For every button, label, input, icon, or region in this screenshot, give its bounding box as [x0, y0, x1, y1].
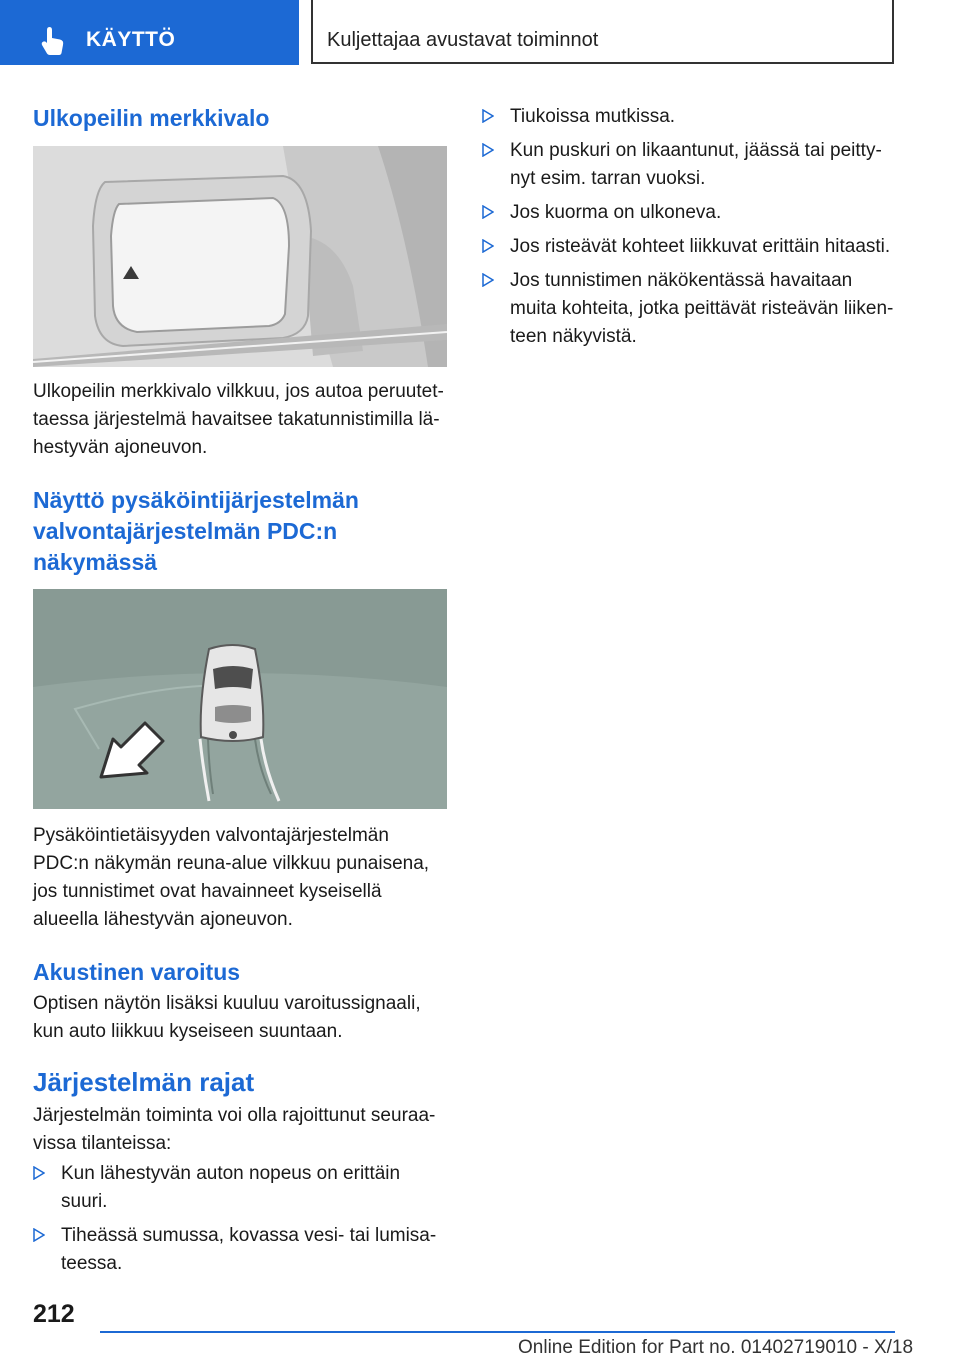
- display-paragraph: Pysäköintietäisyyden valvontajärjestelmän PDC:n näkymän reuna-alue vilkkuu punaisena, jos tunnistimet ovat havainneet kyseisellä alueella lähestyvän ajoneuvon.: [33, 825, 430, 930]
- list-item: [482, 103, 897, 131]
- limits-heading: Järjestelmän rajat: [33, 1067, 255, 1097]
- page-number: 212: [33, 1300, 75, 1328]
- right-bullet-list: [482, 103, 897, 357]
- list-item-text: Tiheässä sumussa, kovassa vesi- tai lumisateessa.: [61, 1225, 437, 1274]
- list-item-text: Jos kuorma on ulkoneva.: [510, 202, 722, 223]
- triangle-bullet-icon: [482, 205, 494, 219]
- list-item-text: Tiukoissa mutkissa.: [510, 106, 676, 127]
- list-item: [482, 267, 897, 351]
- list-item-text: Kun lähestyvän auton nopeus on erittäin suuri.: [61, 1163, 401, 1212]
- hand-pointer-icon: [38, 26, 68, 56]
- acoustic-heading: Akustinen varoitus: [33, 959, 241, 985]
- list-item-text: Jos tunnistimen näkökentässä havaitaan muita kohteita, jotka peittävät risteävän liikenteen näkyvistä.: [510, 270, 894, 347]
- pdc-display-illustration: [33, 589, 447, 809]
- list-item: [482, 137, 897, 193]
- mirror-paragraph: Ulkopeilin merkkivalo vilkkuu, jos autoa peruutettaessa järjestelmä havaitsee takatunnistimilla lähestyvän ajoneuvon.: [33, 381, 444, 458]
- pdc-display-figure: [33, 589, 447, 809]
- triangle-bullet-icon: [482, 273, 494, 287]
- list-item-text: Jos risteävät kohteet liikkuvat erittäin hitaasti.: [510, 236, 891, 257]
- triangle-bullet-icon: [482, 239, 494, 253]
- list-item: [482, 233, 897, 261]
- limits-bullet-list: [33, 1160, 445, 1284]
- list-item-text: Kun puskuri on likaantunut, jäässä tai peittynyt esim. tarran vuoksi.: [510, 140, 882, 189]
- list-item: [33, 1222, 445, 1278]
- section-tab: [0, 0, 299, 65]
- list-item: [33, 1160, 445, 1216]
- mirror-figure: [33, 146, 447, 367]
- mirror-heading: Ulkopeilin merkkivalo: [33, 105, 270, 131]
- acoustic-paragraph: Optisen näytön lisäksi kuuluu varoitussignaali, kun auto liikkuu kyseiseen suuntaan.: [33, 993, 421, 1042]
- limits-paragraph: Järjestelmän toiminta voi olla rajoittunut seuraavissa tilanteissa:: [33, 1105, 436, 1154]
- edition-text: Online Edition for Part no. 01402719010 - X/18: [518, 1337, 914, 1358]
- chapter-title: Kuljettajaa avustavat toiminnot: [327, 29, 599, 51]
- mirror-illustration: [33, 146, 447, 367]
- triangle-bullet-icon: [33, 1228, 45, 1242]
- triangle-bullet-icon: [482, 143, 494, 157]
- section-label: KÄYTTÖ: [86, 28, 176, 51]
- display-heading: Näyttö pysäköintijärjestelmän valvontajärjestelmän PDC:n näkymässä: [33, 487, 359, 575]
- triangle-bullet-icon: [482, 109, 494, 123]
- chapter-header: [311, 0, 894, 64]
- list-item: [482, 199, 897, 227]
- footer-divider: [100, 1331, 895, 1333]
- triangle-bullet-icon: [33, 1166, 45, 1180]
